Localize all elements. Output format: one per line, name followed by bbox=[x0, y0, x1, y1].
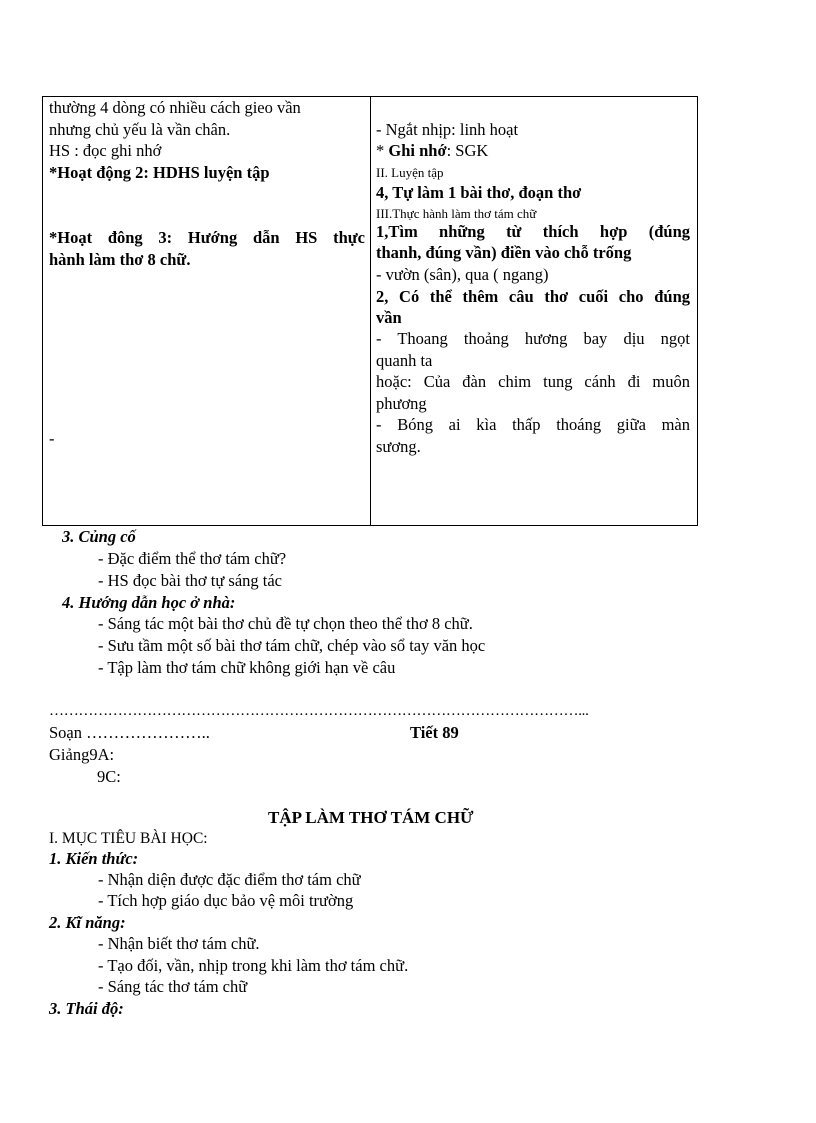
right-line: phương bbox=[376, 394, 427, 413]
list-item: - Đặc điểm thể thơ tám chữ? bbox=[98, 549, 287, 568]
left-line: HS : đọc ghi nhớ bbox=[49, 141, 162, 160]
list-item: - HS đọc bài thơ tự sáng tác bbox=[98, 571, 283, 590]
task-2-line: 2, Có thể thêm câu thơ cuối cho đúng bbox=[376, 287, 690, 306]
list-item: - Sáng tác thơ tám chữ bbox=[98, 977, 248, 996]
class-9c: 9C: bbox=[97, 767, 121, 786]
list-item: - Nhận biết thơ tám chữ. bbox=[98, 934, 260, 953]
right-line: - Ngắt nhịp: linh hoạt bbox=[376, 120, 519, 139]
huong-dan-heading: 4. Hướng dẫn học ở nhà: bbox=[62, 593, 236, 612]
objectives-heading: I. MỤC TIÊU BÀI HỌC: bbox=[49, 830, 208, 847]
soan-line: Soạn ………………….. bbox=[49, 723, 210, 742]
right-line: quanh ta bbox=[376, 351, 433, 370]
dotted-separator: ………………………………………………………………………………………………... bbox=[49, 703, 589, 719]
list-item: - Sưu tầm một số bài thơ tám chữ, chép vào sổ tay văn học bbox=[98, 636, 486, 655]
ghi-nho-line: * Ghi nhớ: SGK bbox=[376, 141, 489, 160]
cung-co-heading: 3. Củng cố bbox=[62, 527, 136, 546]
section-luyen-tap: II. Luyện tập bbox=[376, 165, 444, 180]
task-1-line: thanh, đúng vần) điền vào chỗ trống bbox=[376, 243, 632, 262]
list-item: - Tạo đối, vần, nhịp trong khi làm thơ tám chữ. bbox=[98, 956, 409, 975]
lesson-number: Tiết 89 bbox=[410, 723, 459, 742]
page-title: TẬP LÀM THƠ TÁM CHỮ bbox=[268, 808, 474, 827]
right-line: sương. bbox=[376, 437, 421, 456]
table-column-divider bbox=[370, 97, 371, 525]
left-dash: - bbox=[49, 429, 55, 448]
attitude-heading: 3. Thái độ: bbox=[49, 999, 124, 1018]
left-line: nhưng chủ yếu là vần chân. bbox=[49, 120, 231, 139]
right-bold-line: 4, Tự làm 1 bài thơ, đoạn thơ bbox=[376, 183, 582, 202]
activity-3-heading: *Hoạt đông 3: Hướng dẫn HS thực bbox=[49, 228, 365, 247]
left-line: thường 4 dòng có nhiều cách gieo vần bbox=[49, 98, 301, 117]
right-line: - Bóng ai kìa thấp thoáng giữa màn bbox=[376, 415, 690, 434]
skills-heading: 2. Kĩ năng: bbox=[49, 913, 126, 932]
list-item: - Nhận diện được đặc điểm thơ tám chữ bbox=[98, 870, 361, 889]
list-item: - Tích hợp giáo dục bảo vệ môi trường bbox=[98, 891, 354, 910]
giang-line: Giảng9A: bbox=[49, 745, 115, 764]
activity-3-heading-cont: hành làm thơ 8 chữ. bbox=[49, 250, 191, 269]
list-item: - Sáng tác một bài thơ chủ đề tự chọn theo thể thơ 8 chữ. bbox=[98, 614, 473, 633]
lesson-table bbox=[42, 96, 698, 526]
right-line: - vườn (sân), qua ( ngang) bbox=[376, 265, 549, 284]
right-line: hoặc: Của đàn chim tung cánh đi muôn bbox=[376, 372, 690, 391]
knowledge-heading: 1. Kiến thức: bbox=[49, 849, 139, 868]
list-item: - Tập làm thơ tám chữ không giới hạn về câu bbox=[98, 658, 396, 677]
task-2-line: vần bbox=[376, 308, 402, 327]
task-1-line: 1,Tìm những từ thích hợp (đúng bbox=[376, 222, 690, 241]
activity-2-heading: *Hoạt động 2: HDHS luyện tập bbox=[49, 163, 270, 182]
right-line: - Thoang thoảng hương bay dịu ngọt bbox=[376, 329, 690, 348]
section-thuc-hanh: III.Thực hành làm thơ tám chữ bbox=[376, 206, 537, 221]
